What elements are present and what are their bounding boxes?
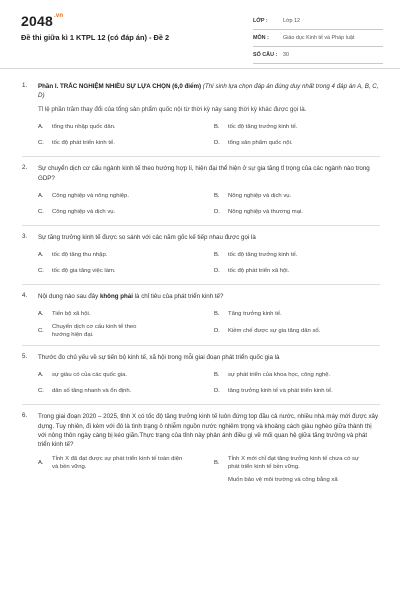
question-5: 5. Thước đo chủ yếu về sự tiến bộ kinh tế, xã hội trong mỗi giai đoạn phát triển quốc gia là A. sự giàu có của các quốc gia. B. sự phát triển của khoa học, công nghệ. C. dân số tăng nhanh và ổn định. D. tăng trưởng kinh tế và phát triển kinh tế. xyxy=(22,346,380,405)
question-1: 1. Phần I. TRẮC NGHIỆM NHIỀU SỰ LỰA CHỌN (6,0 điểm) (Thí sinh lựa chọn đáp án đúng duy nhất trong 4 đáp án A, B, C, D) Tỉ lệ phần trăm thay đổi của tổng sản phẩm quốc nội từ thời kỳ này sang thời kỳ khác được gọi là. A. tổng thu nhập quốc dân. B. tốc độ tăng trưởng kinh tế. C. tốc độ phát triển kinh tế. D. tổng sản phẩm quốc nội. xyxy=(22,75,380,157)
header-divider xyxy=(0,68,400,69)
exam-title: Đề thi giữa kì 1 KTPL 12 (có đáp án) - Đề 2 xyxy=(21,33,170,42)
question-4-text: Nội dung nào sau đây không phải là chỉ tiêu của phát triển kinh tế? xyxy=(38,293,224,301)
option-d[interactable]: D. tổng sản phẩm quốc nội. xyxy=(214,140,293,147)
question-1-heading: Phần I. TRẮC NGHIỆM NHIỀU SỰ LỰA CHỌN (6,0 điểm) (Thí sinh lựa chọn đáp án đúng duy nhất trong 4 đáp án A, B, C, D) xyxy=(38,83,379,100)
option-d[interactable]: D. Nông nghiệp và thương mại. xyxy=(214,208,303,215)
question-3-text: Sự tăng trưởng kinh tế được so sánh với các năm gốc kế tiếp nhau được gọi là xyxy=(38,233,256,241)
question-6: 6. Trong giai đoạn 2020 – 2025, tỉnh X có tốc độ tăng trưởng kinh tế luôn đứng top đầu cả nước, nhiều nhà máy mới được xây dựng. Tuy nhiên, đi kèm với đó là tình trạng ô nhiễm nguồn nước nghiêm trọng và khoảng cách giàu nghèo giữa thành thị với nông thôn ngày càng bị kéo giãn.Thực trạng của tỉnh này phản ánh điều gì về mối quan hệ giữa tăng trưởng và phát triển kinh tế? A. Tỉnh X đã đạt được sự phát triển kinh tế toàn diện và bền vững. B. Tỉnh X mới chỉ đạt tăng trưởng kinh tế chưa có sự phát triển kinh tế bền vững. Muốn bảo vệ môi trường và công bằng xã xyxy=(22,405,380,493)
option-a[interactable]: A. Tỉnh X đã đạt được sự phát triển kinh tế toàn diện và bền vững. xyxy=(38,456,183,471)
option-c[interactable]: C. Chuyển dịch cơ cấu kinh tế theo hướng hiện đại. xyxy=(38,324,137,339)
option-c[interactable]: C. tốc độ gia tăng việc làm. xyxy=(38,268,116,275)
option-d[interactable]: Muốn bảo vệ môi trường và công bằng xã xyxy=(228,477,338,484)
question-1-text: Tỉ lệ phần trăm thay đổi của tổng sản phẩm quốc nội từ thời kỳ này sang thời kỳ khác được gọi là. xyxy=(38,106,307,114)
option-a[interactable]: A. tốc độ tăng thu nhập. xyxy=(38,252,108,259)
option-d[interactable]: D. tốc độ phát triển xã hội. xyxy=(214,268,290,275)
info-row-subject: MÔN : Giáo dục Kinh tế và Pháp luật xyxy=(253,30,383,47)
question-2-text: Sự chuyển dịch cơ cấu ngành kinh tế theo hướng hợp lí, hiện đại thể hiện ở sự gia tăng tỉ trọng của các ngành nào trong GDP? xyxy=(38,165,370,182)
option-c[interactable]: C. tốc độ phát triển kinh tế. xyxy=(38,140,115,147)
question-4: 4. Nội dung nào sau đây không phải là chỉ tiêu của phát triển kinh tế? A. Tiến bộ xã hội. B. Tăng trưởng kinh tế. C. Chuyển dịch cơ cấu kinh tế theo hướng hiện đại. D. Kiềm chế được sự gia tăng dân số. xyxy=(22,285,380,346)
info-row-class: LỚP : Lớp 12 xyxy=(253,13,383,30)
option-b[interactable]: B. sự phát triển của khoa học, công nghệ. xyxy=(214,372,331,379)
option-b[interactable]: B. Tỉnh X mới chỉ đạt tăng trưởng kinh tế chưa có sự phát triển kinh tế bền vững. xyxy=(214,456,359,471)
option-b[interactable]: B. Nông nghiệp và dịch vụ. xyxy=(214,192,292,199)
exam-info-panel xyxy=(253,13,383,64)
info-row-count: SỐ CÂU : 30 xyxy=(253,47,383,64)
option-d[interactable]: D. tăng trưởng kinh tế và phát triển kinh tế. xyxy=(214,388,333,395)
option-d[interactable]: D. Kiềm chế được sự gia tăng dân số. xyxy=(214,328,321,335)
question-2: 2. Sự chuyển dịch cơ cấu ngành kinh tế theo hướng hợp lí, hiện đại thể hiện ở sự gia tăng tỉ trọng của các ngành nào trong GDP? A. Công nghiệp và nông nghiệp. B. Nông nghiệp và dịch vụ. C. Công nghiệp và dịch vụ. D. Nông nghiệp và thương mại. xyxy=(22,157,380,225)
option-a[interactable]: A. tổng thu nhập quốc dân. xyxy=(38,124,116,131)
option-c[interactable]: C. dân số tăng nhanh và ổn định. xyxy=(38,388,132,395)
exam-header xyxy=(0,0,400,70)
question-6-text: Trong giai đoạn 2020 – 2025, tỉnh X có tốc độ tăng trưởng kinh tế luôn đứng top đầu cả nước, nhiều nhà máy mới được xây dựng. Tuy nhiên, đi kèm với đó là tình trạng ô nhiễm nguồn nước nghiêm trọng và khoảng cách giàu nghèo giữa thành thị với nông thôn ngày càng bị kéo giãn.Thực trạng của tỉnh này phản ánh điều gì về mối quan hệ giữa tăng trưởng và phát triển kinh tế? xyxy=(38,413,379,449)
option-b[interactable]: B. tốc độ tăng trưởng kinh tế. xyxy=(214,124,298,131)
question-list xyxy=(0,75,400,493)
option-b[interactable]: B. tốc độ tăng trưởng kinh tế. xyxy=(214,252,298,259)
option-b[interactable]: B. Tăng trưởng kinh tế. xyxy=(214,311,282,318)
option-c[interactable]: C. Công nghiệp và dịch vụ. xyxy=(38,208,116,215)
option-c[interactable] xyxy=(38,473,214,487)
option-a[interactable]: A. Công nghiệp và nông nghiệp. xyxy=(38,192,129,199)
option-a[interactable]: A. Tiến bộ xã hội. xyxy=(38,311,91,318)
question-3: 3. Sự tăng trưởng kinh tế được so sánh với các năm gốc kế tiếp nhau được gọi là A. tốc độ tăng thu nhập. B. tốc độ tăng trưởng kinh tế. C. tốc độ gia tăng việc làm. D. tốc độ phát triển xã hội. xyxy=(22,226,380,285)
site-logo[interactable]: $2048^{.vn}$ xyxy=(21,13,64,29)
question-5-text: Thước đo chủ yếu về sự tiến bộ kinh tế, xã hội trong mỗi giai đoạn phát triển quốc gia là xyxy=(38,354,280,362)
option-a[interactable]: A. sự giàu có của các quốc gia. xyxy=(38,372,128,379)
